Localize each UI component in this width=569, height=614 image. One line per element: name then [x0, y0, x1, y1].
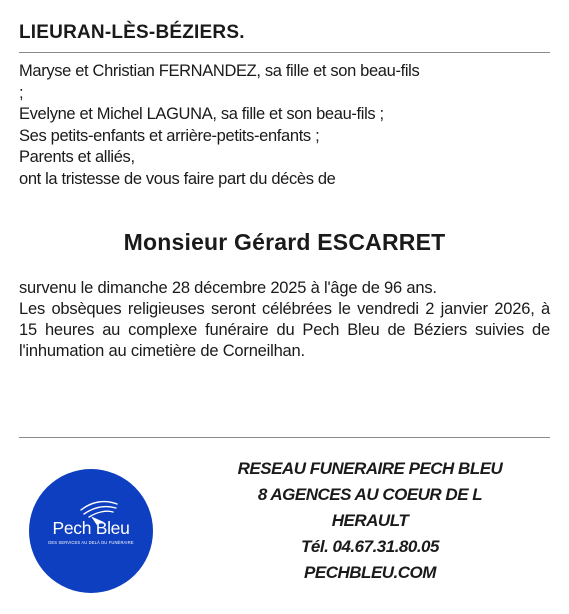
- pech-bleu-logo: [29, 469, 153, 593]
- family-line: Parents et alliés,: [19, 148, 135, 166]
- funeral-notice: Les obsèques religieuses seront célébrées le vendredi 2 janvier 2026, à 15 heures au complexe funéraire du Pech Bleu de Béziers suivies de l'inhumation au cimetière de Corneilhan.: [19, 300, 550, 360]
- contact-line: HERAULT: [331, 511, 409, 530]
- family-announcement: [19, 61, 550, 190]
- family-line: ;: [19, 83, 24, 102]
- logo-circle: [29, 469, 153, 593]
- divider-bottom: [19, 437, 550, 438]
- contact-phone: Tél. 04.67.31.80.05: [301, 537, 439, 556]
- family-line: Maryse et Christian FERNANDEZ, sa fille et son beau-fils: [19, 62, 420, 80]
- funeral-home-contact: [205, 456, 535, 586]
- deceased-name: Monsieur Gérard ESCARRET: [123, 229, 446, 255]
- contact-line: RESEAU FUNERAIRE PECH BLEU: [237, 459, 503, 478]
- death-notice: survenu le dimanche 28 décembre 2025 à l'âge de 96 ans.: [19, 279, 437, 297]
- contact-website: PECHBLEU.COM: [304, 563, 436, 582]
- divider-top: [19, 52, 550, 53]
- family-line: Evelyne et Michel LAGUNA, sa fille et son beau-fils ;: [19, 105, 384, 123]
- family-line: Ses petits-enfants et arrière-petits-enfants ;: [19, 126, 320, 145]
- contact-line: 8 AGENCES AU COEUR DE L: [257, 485, 483, 504]
- town-heading: LIEURAN-LÈS-BÉZIERS.: [19, 22, 245, 43]
- notice-body: [19, 278, 550, 362]
- family-line: ont la tristesse de vous faire part du décès de: [19, 169, 336, 188]
- logo-tagline: DES SERVICES AU DELÀ DU FUNÉRAIRE: [48, 540, 134, 545]
- logo-brand: Pech Bleu: [52, 518, 130, 538]
